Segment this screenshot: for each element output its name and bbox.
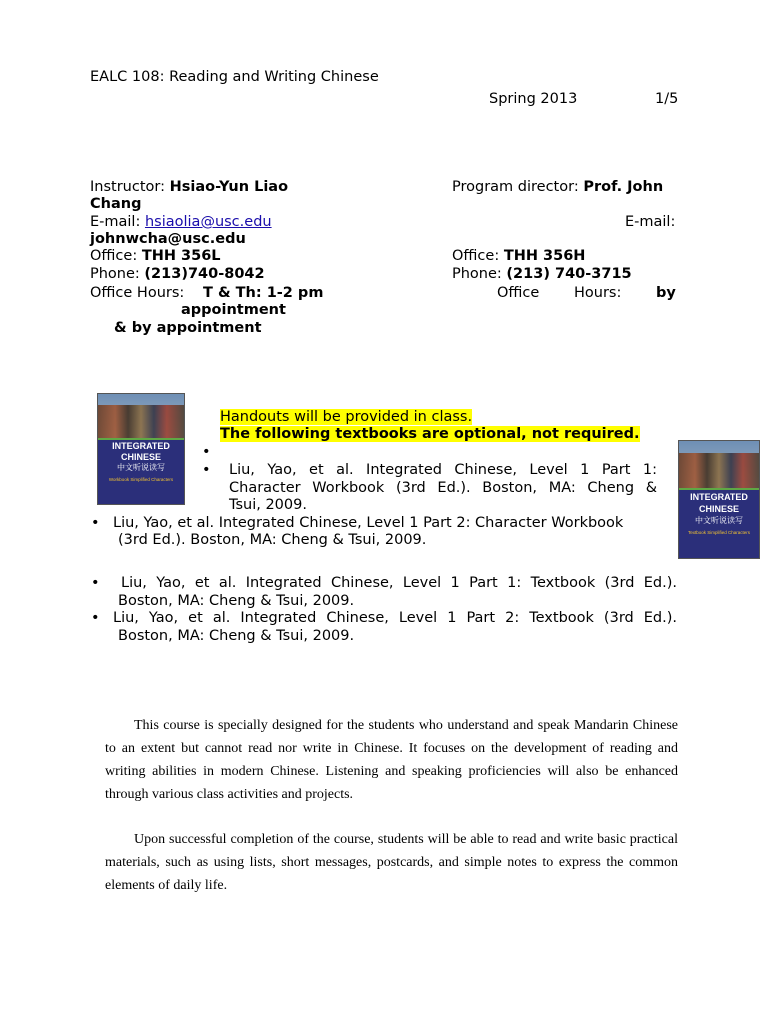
bullet-1-line-2: Character Workbook (3rd Ed.). Boston, MA: Cheng & — [229, 480, 657, 496]
course-title: EALC 108: Reading and Writing Chinese — [90, 69, 379, 85]
bullet-3-glyph: • — [91, 575, 100, 591]
instructor-email-label: E-mail: — [90, 214, 141, 230]
cover-chinese: 中文听说读写 — [695, 515, 743, 525]
handouts-note-text: Handouts will be provided in class. — [220, 409, 473, 425]
page-number: 1/5 — [655, 91, 679, 107]
cover-subtitle: Workbook Simplified Characters — [108, 476, 174, 482]
director-office-label: Office: — [452, 248, 500, 264]
learning-outcomes: Upon successful completion of the course, students will be able to read and write basic practical materials, such as using lists, short messages, postcards, and simple notes to express the common elements of daily life. — [105, 832, 678, 893]
instructor-name-line2: Chang — [90, 196, 142, 212]
director-label: Program director: — [452, 179, 579, 195]
director-email: johnwcha@usc.edu — [90, 231, 246, 247]
instructor-email-line — [90, 214, 272, 231]
cover-chinese: 中文听说读写 — [117, 463, 165, 473]
cover-cityscape — [679, 453, 759, 490]
handouts-note — [220, 409, 472, 426]
bullet-2-line-2: (3rd Ed.). Boston, MA: Cheng & Tsui, 2009. — [118, 532, 427, 548]
director-office-line — [452, 248, 585, 265]
director-office: THH 356H — [503, 248, 586, 264]
book-cover-workbook — [97, 393, 185, 505]
book-cover-textbook — [678, 440, 760, 559]
director-hours-value: by — [656, 285, 676, 301]
cover-title-2: CHINESE — [120, 452, 161, 463]
instructor-hours-label: Office Hours: — [90, 285, 185, 301]
cover-title-1: INTEGRATED — [112, 441, 170, 452]
director-phone: (213) 740-3715 — [506, 266, 632, 282]
director-email-label: E-mail: — [625, 214, 676, 230]
term: Spring 2013 — [489, 91, 578, 107]
bullet-4-glyph: • — [91, 610, 100, 626]
director-phone-line — [452, 266, 632, 283]
instructor-hours: T & Th: 1-2 pm — [203, 285, 324, 301]
empty-bullet: • — [202, 444, 211, 460]
instructor-label: Instructor: — [90, 179, 165, 195]
instructor-office-line — [90, 248, 221, 265]
cover-cityscape — [98, 405, 184, 440]
bullet-4-line-2: Boston, MA: Cheng & Tsui, 2009. — [118, 628, 355, 644]
instructor-name: Hsiao-Yun Liao — [169, 179, 289, 195]
instructor-phone: (213)740-8042 — [144, 266, 265, 282]
instructor-office: THH 356L — [141, 248, 221, 264]
director-hours-label-2: Hours: — [574, 285, 622, 301]
course-description: This course is specially designed for the students who understand and speak Mandarin Chinese to an extent but cannot read nor write in Chinese. It focuses on the development of reading and writing abilities in modern Chinese. Listening and speaking proficiencies will also be enhanced through various class activities and projects. — [105, 718, 678, 802]
bullet-2-glyph: • — [91, 515, 100, 531]
optional-note — [220, 426, 640, 443]
bullet-3-line-2: Boston, MA: Cheng & Tsui, 2009. — [118, 593, 355, 609]
hours-by-appointment: & by appointment — [114, 320, 262, 336]
instructor-phone-label: Phone: — [90, 266, 140, 282]
cover-subtitle: Textbook Simplified Characters — [687, 529, 751, 535]
instructor-phone-line — [90, 266, 265, 283]
director-name: Prof. John — [583, 179, 664, 195]
bullet-1-line-1: Liu, Yao, et al. Integrated Chinese, Level 1 Part 1: — [229, 462, 657, 478]
cover-title-2: CHINESE — [698, 504, 739, 515]
bullet-4-line-1: Liu, Yao, et al. Integrated Chinese, Level 1 Part 2: Textbook (3rd Ed.). — [113, 610, 677, 626]
instructor-line — [90, 179, 288, 196]
bullet-1-glyph: • — [202, 462, 211, 478]
optional-note-text: The following textbooks are optional, not required. — [220, 426, 640, 442]
instructor-office-label: Office: — [90, 248, 138, 264]
director-phone-label: Phone: — [452, 266, 502, 282]
bullet-3-line-1: Liu, Yao, et al. Integrated Chinese, Level 1 Part 1: Textbook (3rd Ed.). — [121, 575, 677, 591]
cover-title-1: INTEGRATED — [690, 492, 748, 503]
bullet-2-line-1: Liu, Yao, et al. Integrated Chinese, Level 1 Part 2: Character Workbook — [113, 515, 624, 531]
hours-appointment: appointment — [181, 302, 286, 318]
bullet-1-line-3: Tsui, 2009. — [229, 497, 307, 513]
director-hours-label-1: Office — [497, 285, 540, 301]
director-line — [452, 179, 663, 196]
instructor-email-link[interactable]: hsiaolia@usc.edu — [144, 214, 272, 230]
